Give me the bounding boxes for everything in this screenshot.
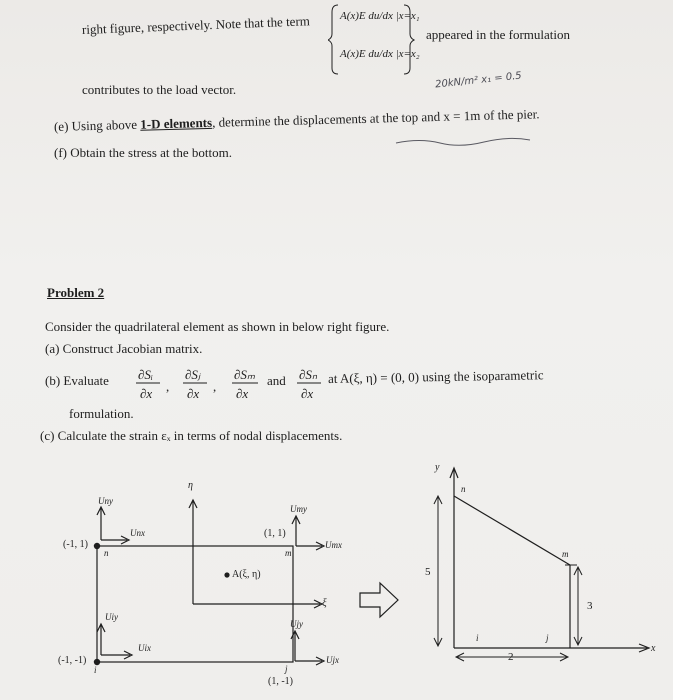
handwritten-note: 20kN/m² x₁ = 0.5: [434, 70, 523, 91]
svg-text:∂Sₙ: ∂Sₙ: [299, 367, 318, 382]
part-c: (c) Calculate the strain εₓ in terms of nodal displacements.: [40, 428, 343, 443]
u-ix-label: Uix: [138, 643, 151, 653]
svg-text:∂x: ∂x: [187, 386, 200, 401]
point-a-label: A(ξ, η): [232, 569, 261, 580]
svg-text:∂x: ∂x: [236, 386, 249, 401]
y-axis-label: y: [435, 462, 440, 473]
node-m-label: m: [285, 548, 292, 558]
problem-2-title: Problem 2: [47, 285, 105, 300]
node-n-label: n: [104, 548, 109, 558]
u-mx-label: Umx: [325, 540, 342, 550]
svg-text:∂Sⱼ: ∂Sⱼ: [185, 367, 201, 382]
part-f-label: (f): [54, 145, 67, 160]
svg-text:∂x: ∂x: [140, 386, 153, 401]
u-jy-label: Ujy: [290, 619, 303, 629]
node-n-physical-label: n: [461, 484, 466, 494]
part-b-and: and: [267, 373, 286, 388]
node-j-label: j: [285, 664, 288, 674]
dim-width: 2: [508, 651, 514, 663]
part-b-formulation: formulation.: [69, 406, 134, 421]
node-m-physical-label: m: [562, 549, 569, 559]
u-jx-label: Ujx: [326, 655, 339, 665]
u-ny-label: Uny: [98, 496, 113, 506]
part-b-at: at A(ξ, η) = (0, 0) using the isoparametric: [327, 367, 544, 386]
part-e-text-pre: Using above: [71, 116, 138, 134]
x-axis-label: x: [651, 643, 656, 654]
node-se-coord: (1, -1): [268, 676, 293, 687]
node-ne-coord: (1, 1): [264, 528, 286, 539]
xi-axis-label: ξ: [322, 597, 327, 609]
bracket-row-2: A(x)E du/dx |x=x₂: [340, 48, 420, 60]
node-nw-coord: (-1, 1): [63, 539, 88, 550]
intro-line-2: contributes to the load vector.: [82, 82, 237, 97]
intro-line-1-end: appeared in the formulation: [426, 27, 571, 42]
part-e-text-post: , determine the displacements at the top and x = 1m of the pier.: [211, 106, 540, 130]
svg-text:,: ,: [166, 379, 170, 394]
node-j-physical-label: j: [546, 633, 549, 643]
part-b-evaluate: (b) Evaluate: [45, 373, 109, 388]
node-sw-coord: (-1, -1): [58, 655, 87, 666]
part-e-label: (e): [53, 118, 69, 134]
u-nx-label: Unx: [130, 528, 145, 538]
u-iy-label: Uiy: [105, 612, 118, 622]
intro-line-1: right figure, respectively. Note that the term: [81, 13, 311, 37]
problem-2-intro: Consider the quadrilateral element as shown in below right figure.: [45, 319, 390, 334]
dim-height-left: 5: [425, 566, 431, 578]
edge-n-m: [454, 496, 570, 565]
svg-text:,: ,: [213, 379, 217, 394]
u-my-label: Umy: [290, 504, 307, 514]
part-e-emphasis: 1-D elements: [140, 114, 213, 132]
part-f-text: Obtain the stress at the bottom.: [70, 145, 233, 160]
eta-axis-label: η: [188, 480, 193, 491]
part-a: (a) Construct Jacobian matrix.: [45, 341, 203, 356]
bracket-row-1: A(x)E du/dx |x=x₁: [340, 10, 420, 22]
dim-height-right: 3: [587, 600, 593, 612]
svg-text:∂x: ∂x: [301, 386, 314, 401]
svg-text:∂Sₘ: ∂Sₘ: [234, 367, 256, 382]
svg-text:∂Sᵢ: ∂Sᵢ: [138, 367, 153, 382]
node-i-physical-label: i: [476, 633, 479, 643]
node-i-label: i: [94, 665, 97, 675]
